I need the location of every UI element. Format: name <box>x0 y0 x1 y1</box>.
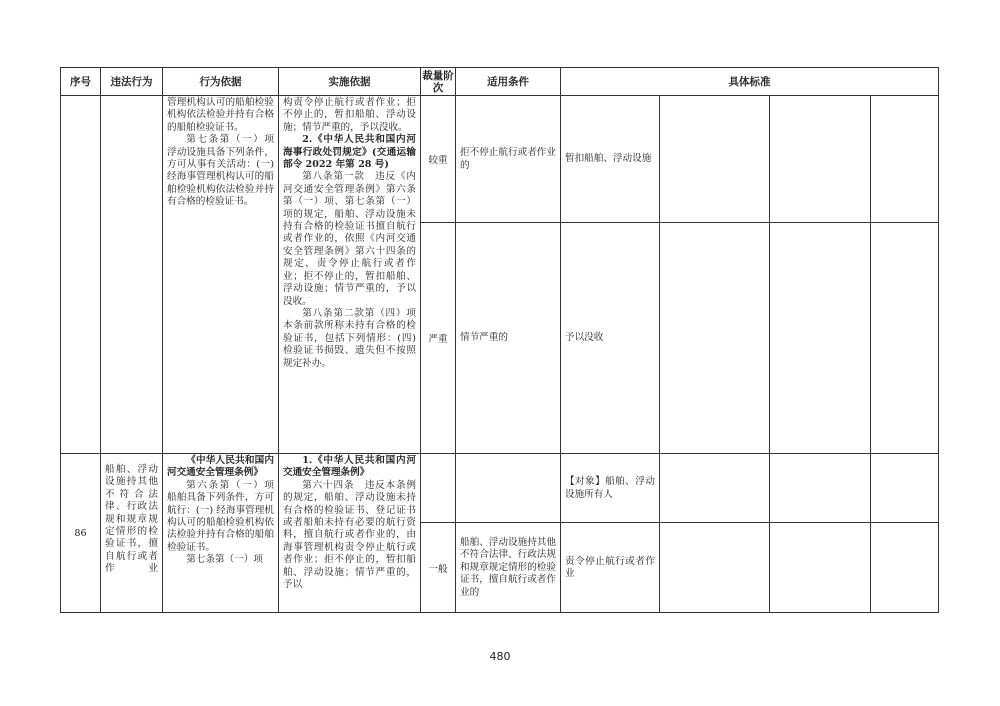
cond-cell: 拒不停止航行或者作业的 <box>456 96 561 223</box>
level-empty-cell <box>421 454 456 523</box>
std-empty-cell <box>660 96 770 223</box>
std-cell: 予以没收 <box>561 223 660 454</box>
basis-cell <box>163 96 284 454</box>
level-cell: 一般 <box>421 523 456 613</box>
basis-paragraph: 第六条第（一）项 船舶具备下列条件，方可航行：(一) 经海事管理机构认可的船舶检验机构依法检验并持有合格的船舶检验证书。 <box>167 479 284 553</box>
page-number: 480 <box>489 650 511 663</box>
impl-cell <box>279 454 421 613</box>
impl-paragraph: 第八条第二款第（四）项 本条前款所称未持有合格的检验证书，包括下列情形：(四) 检验证书损毁、遗失但不按照规定补办。 <box>283 307 426 369</box>
impl-law-title: 1.《中华人民共和国内河交通安全管理条例》 <box>283 455 416 479</box>
header-level: 裁量阶次 <box>422 69 454 94</box>
std-empty-cell <box>871 523 939 613</box>
cond-cell: 情节严重的 <box>456 223 561 454</box>
std-empty-cell <box>660 223 770 454</box>
impl-paragraph: 第六十四条 违反本条例的规定，船舶、浮动设施未持有合格的检验证书、登记证书或者船舶未持有必要的航行资料，擅自航行或者作业的，由海事管理机构责令停止航行或者作业；拒不停止的，暂扣船舶、浮动设施；情节严重的，予以 <box>283 479 416 591</box>
penalty-standard-table <box>60 67 939 613</box>
header-cond: 适用条件 <box>456 68 561 96</box>
std-object-cell: 【对象】船舶、浮动设施所有人 <box>561 454 660 523</box>
std-empty-cell <box>871 454 939 523</box>
header-seq: 序号 <box>61 68 101 96</box>
header-basis: 行为依据 <box>163 68 279 96</box>
std-cell: 暂扣船舶、浮动设施 <box>561 96 660 223</box>
impl-law-title: 2.《中华人民共和国内河海事行政处罚规定》(交通运输部令 2022 年第 28 号) <box>283 134 416 171</box>
basis-paragraph: 第七条第（一）项 浮动设施具备下列条件，方可从事有关活动：(一) 经海事管理机构认可的船舶检验机构依法检验并持有合格的检验证书。 <box>167 134 284 208</box>
basis-paragraph: 管理机构认可的船舶检验机构依法检验并持有合格的船舶检验证书。 <box>167 97 274 133</box>
cond-cell: 船舶、浮动设施持其他不符合法律、行政法规和规章规定情形的检验证书，擅自航行或者作业的 <box>456 523 561 613</box>
header-std: 具体标准 <box>561 68 939 96</box>
seq-cell: 86 <box>61 454 101 613</box>
violation-cell <box>101 454 163 613</box>
violation-cell-empty <box>101 96 163 454</box>
std-empty-cell <box>871 96 939 223</box>
level-cell: 较重 <box>421 96 456 223</box>
std-empty-cell <box>770 523 871 613</box>
basis-law-title: 《中华人民共和国内河交通安全管理条例》 <box>167 455 274 479</box>
basis-cell <box>163 454 284 613</box>
std-empty-cell <box>660 454 770 523</box>
header-impl: 实施依据 <box>279 68 421 96</box>
std-cell: 责令停止航行或者作业 <box>561 523 660 613</box>
cond-empty-cell <box>456 454 561 523</box>
violation-text: 船舶、浮动设施持其他不符合法律、行政法规和规章规定情形的检验证书，擅自航行或者作业 <box>105 464 158 575</box>
table-row <box>61 454 939 523</box>
level-cell: 严重 <box>421 223 456 454</box>
std-empty-cell <box>770 454 871 523</box>
impl-paragraph: 第八条第一款 违反《内河交通安全管理条例》第六条第（一）项、第七条第（一）项的规定，船舶、浮动设施未持有合格的检验证书擅自航行或者作业的，依照《内河交通安全管理条例》第六十四条的规定，责令停止航行或者作业；拒不停止的，暂扣船舶、浮动设施；情节严重的，予以没收。 <box>283 171 416 307</box>
std-empty-cell <box>871 223 939 454</box>
impl-paragraph: 构责令停止航行或者作业；拒不停止的，暂扣船舶、浮动设施；情节严重的，予以没收。 <box>283 97 416 133</box>
table-row <box>61 96 939 223</box>
basis-paragraph: 第七条第（一）项 <box>186 554 263 566</box>
std-empty-cell <box>770 96 871 223</box>
impl-cell <box>279 96 426 454</box>
std-empty-cell <box>660 523 770 613</box>
header-row <box>61 68 939 96</box>
seq-cell-empty <box>61 96 101 454</box>
std-empty-cell <box>770 223 871 454</box>
header-violation: 违法行为 <box>101 68 163 96</box>
